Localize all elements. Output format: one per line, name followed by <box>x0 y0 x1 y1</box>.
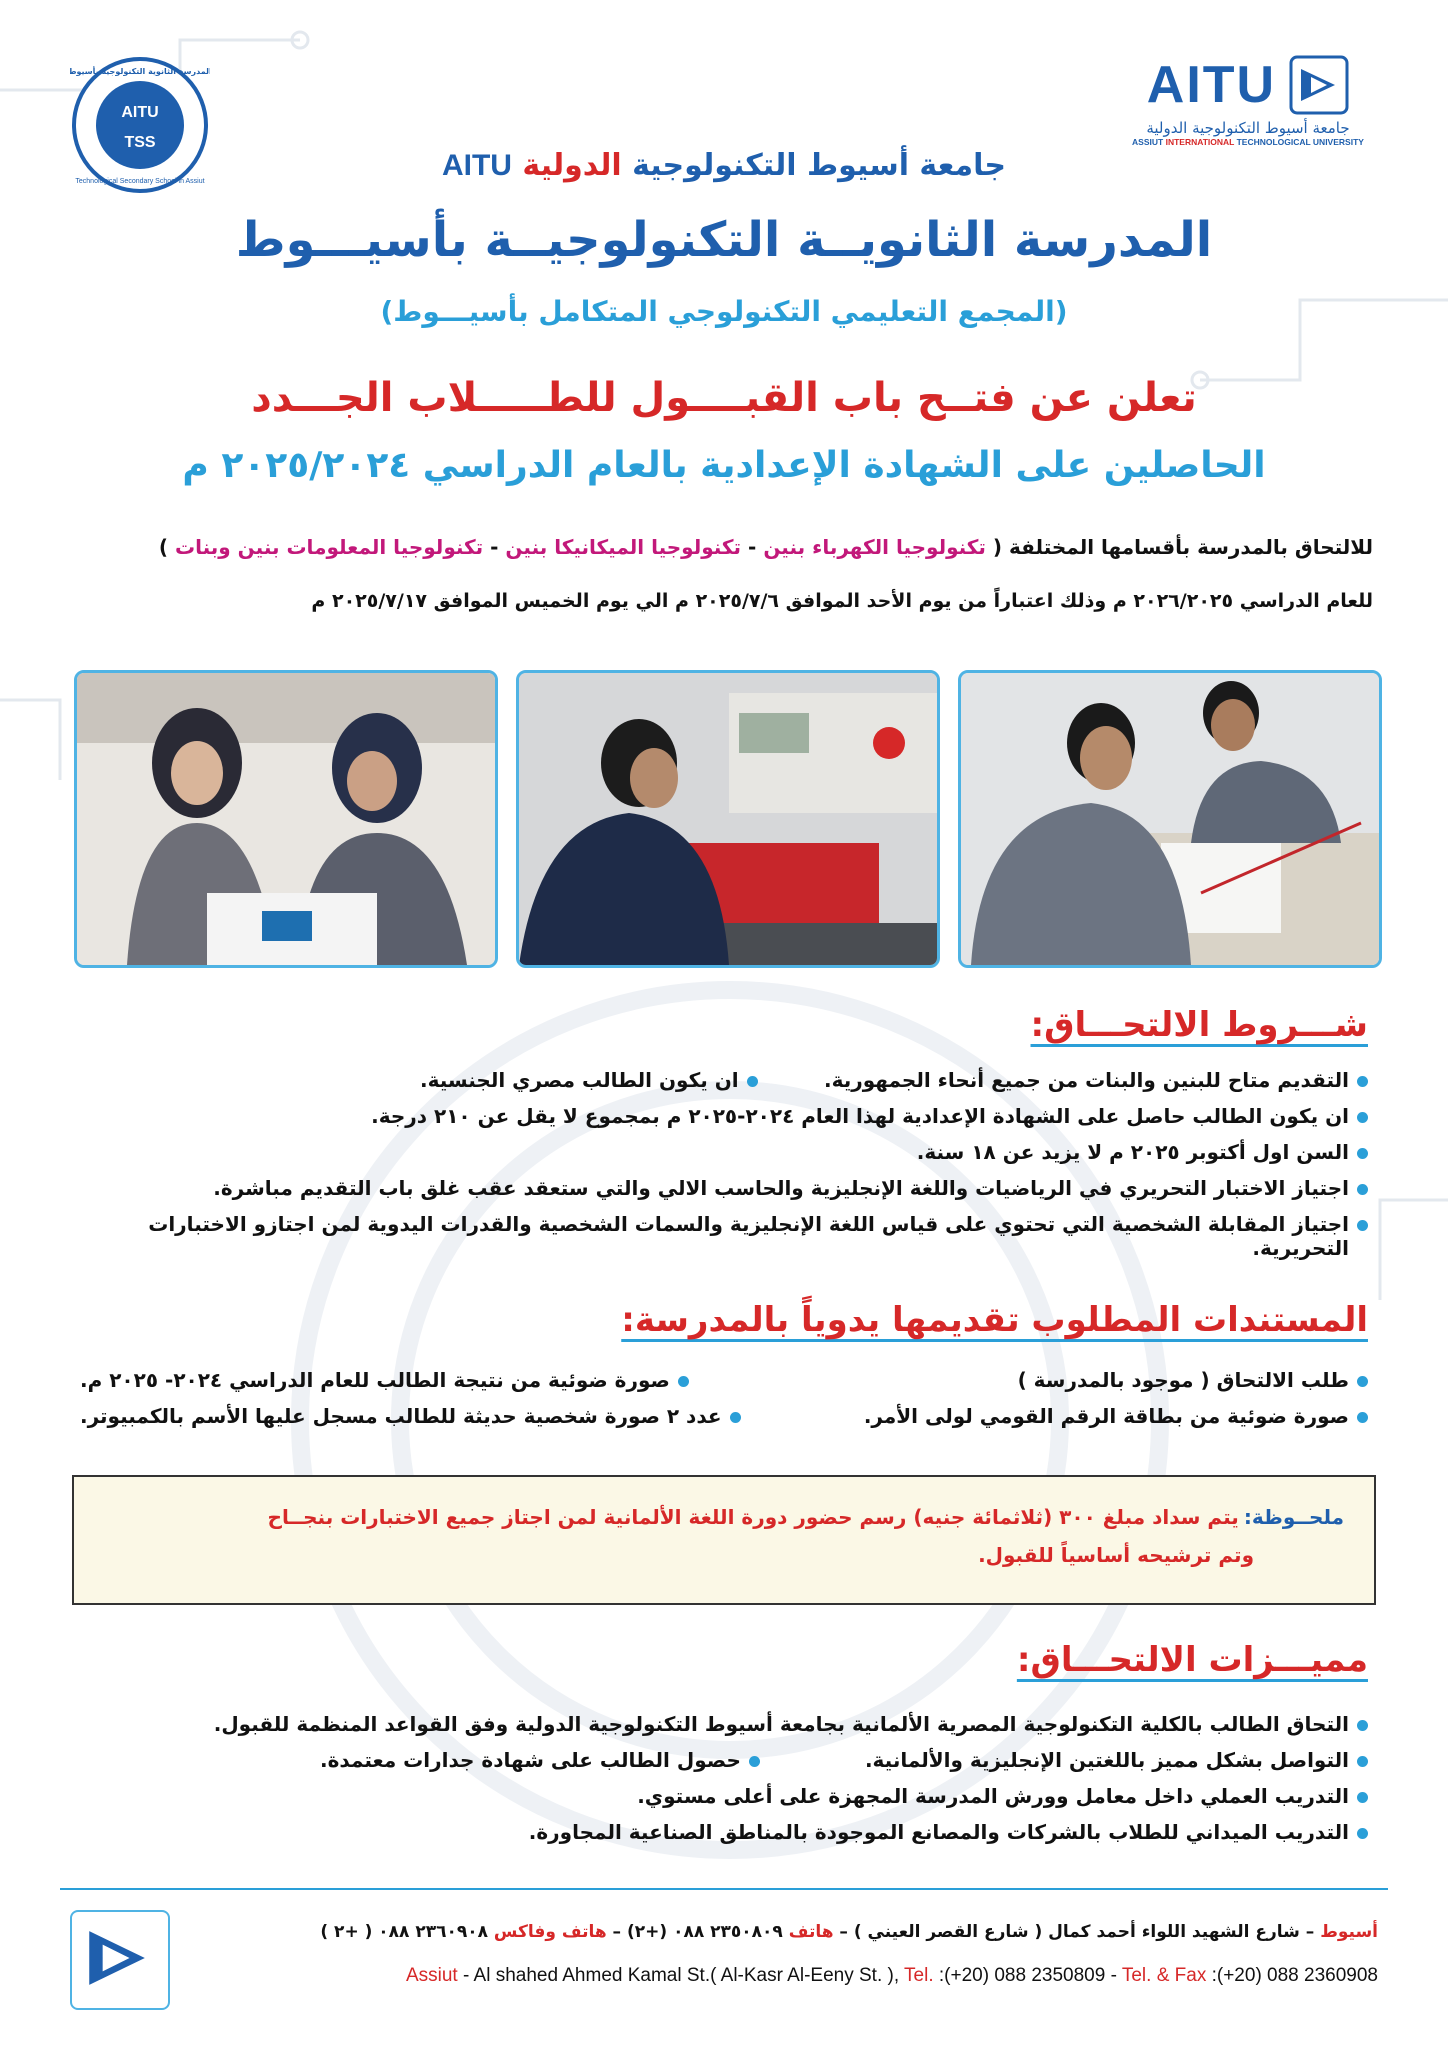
list-item: اجتياز الاختبار التحريري في الرياضيات واللغة الإنجليزية والحاسب الالي والتي ستعقد عقب غلق باب التقديم مباشرة. <box>80 1176 1368 1200</box>
photo-girls-electronics <box>74 670 498 968</box>
application-dates: للعام الدراسي ٢٠٢٦/٢٠٢٥ م وذلك اعتباراً من يوم الأحد الموافق ٢٠٢٥/٧/٦ م الي يوم الخميس الموافق ٢٠٢٥/٧/١٧ م <box>311 590 1373 612</box>
bullet-icon <box>1357 1376 1368 1387</box>
bullet-icon <box>1357 1112 1368 1123</box>
dept-it: تكنولوجيا المعلومات بنين وبنات <box>174 535 484 559</box>
list-item: حصول الطالب على شهادة جدارات معتمدة. <box>320 1748 760 1772</box>
advantages-list <box>80 1712 1368 1856</box>
list-item: ان يكون الطالب حاصل على الشهادة الإعدادية لهذا العام ٢٠٢٤-٢٠٢٥ م بمجموع لا يقل عن ٢١٠ درجة. <box>80 1104 1368 1128</box>
footer-emblem-icon <box>70 1910 170 2010</box>
list-item: صورة ضوئية من بطاقة الرقم القومي لولى الأمر. <box>828 1404 1368 1428</box>
bullet-icon <box>1357 1720 1368 1731</box>
list-item: ان يكون الطالب مصري الجنسية. <box>420 1068 758 1092</box>
seal-brand: AITU <box>121 104 159 121</box>
list-item: التواصل بشكل مميز باللغتين الإنجليزية والألمانية. <box>865 1748 1368 1772</box>
list-item: السن اول أكتوبر ٢٠٢٥ م لا يزيد عن ١٨ سنة. <box>80 1140 1368 1164</box>
complex-subtitle: (المجمع التعليمي التكنولوجي المتكامل بأسيـــوط) <box>380 295 1068 328</box>
footer-address-english: Assiut - Al shahed Ahmed Kamal St.( Al-Kasr Al-Eeny St. ), Tel. :(+20) 088 2350809 - Tel. & Fax :(+20) 088 2360908 <box>405 1965 1378 1986</box>
bullet-icon <box>1357 1220 1368 1231</box>
requirements-heading: شـــروط الالتحـــاق: <box>1030 1005 1368 1045</box>
list-item: التحاق الطالب بالكلية التكنولوجية المصرية الألمانية بجامعة أسيوط التكنولوجية الدولية وفق القواعد المنظمة للقبول. <box>80 1712 1368 1736</box>
bullet-icon <box>730 1412 741 1423</box>
note-box <box>72 1475 1376 1605</box>
list-item: اجتياز المقابلة الشخصية التي تحتوي على قياس اللغة الإنجليزية والسمات الشخصية والقدرات اليدوية لمن اجتازو الاختبارات التحريرية. <box>80 1212 1368 1260</box>
university-title: جامعة أسيوط التكنولوجية الدولية AITU <box>441 148 1007 183</box>
dept-electricity: تكنولوجيا الكهرباء بنين <box>763 535 986 559</box>
list-item: التدريب العملي داخل معامل وورش المدرسة المجهزة على أعلى مستوي. <box>80 1784 1368 1808</box>
requirements-list <box>80 1068 1368 1272</box>
seal-ring-english: Technological Secondary School in Assiut <box>75 178 205 185</box>
aitu-emblem-icon <box>1289 55 1349 115</box>
seal-ring-arabic: المدرسة الثانوية التكنولوجية بأسيوط <box>70 67 210 76</box>
dept-mechanics: تكنولوجيا الميكانيكا بنين <box>505 535 742 559</box>
univ-logo-word: AITU <box>1146 56 1277 114</box>
school-title: المدرسة الثانويــة التكنولوجيــة بأسيـــوط <box>235 212 1213 268</box>
footer-divider <box>60 1888 1388 1890</box>
list-item: التدريب الميداني للطلاب بالشركات والمصانع الموجودة بالمناطق الصناعية المجاورة. <box>80 1820 1368 1844</box>
bullet-icon <box>749 1756 760 1767</box>
note-text-2: وتم ترشيحه أساسياً للقبول. <box>978 1543 1254 1567</box>
bullet-icon <box>678 1376 689 1387</box>
list-item: التقديم متاح للبنين والبنات من جميع أنحاء الجمهورية. <box>824 1068 1368 1092</box>
bullet-icon <box>1357 1412 1368 1423</box>
note-text-1: يتم سداد مبلغ ٣٠٠ (ثلاثمائة جنيه) رسم حضور دورة اللغة الألمانية لمن اجتاز جميع الاختبارات بنجــاح <box>267 1505 1239 1529</box>
seal-code: TSS <box>124 134 156 151</box>
list-item: عدد ٢ صورة شخصية حديثة للطالب مسجل عليها الأسم بالكمبيوتر. <box>80 1404 741 1428</box>
bullet-icon <box>747 1076 758 1087</box>
departments-line: للالتحاق بالمدرسة بأقسامها المختلفة ( تكنولوجيا الكهرباء بنين - تكنولوجيا الميكانيكا بنين - تكنولوجيا المعلومات بنين وبنات ) <box>158 535 1373 559</box>
list-item: طلب الالتحاق ( موجود بالمدرسة ) <box>828 1368 1368 1392</box>
announcement-subtitle: الحاصلين على الشهادة الإعدادية بالعام الدراسي ٢٠٢٥/٢٠٢٤ م <box>182 445 1266 486</box>
bullet-icon <box>1357 1792 1368 1803</box>
documents-list <box>80 1368 1368 1440</box>
bullet-icon <box>1357 1148 1368 1159</box>
bullet-icon <box>1357 1184 1368 1195</box>
announcement-title: تعلن عن فتــح باب القبــــول للطـــــلاب الجـــدد <box>251 375 1197 421</box>
photo-lathe-workshop <box>516 670 940 968</box>
photo-boys-circuits <box>958 670 1382 968</box>
advantages-heading: مميـــزات الالتحـــاق: <box>1016 1640 1368 1680</box>
list-item: صورة ضوئية من نتيجة الطالب للعام الدراسي ٢٠٢٤- ٢٠٢٥ م. <box>80 1368 689 1392</box>
univ-logo-arabic-name: جامعة أسيوط التكنولوجية الدولية <box>1146 119 1350 137</box>
note-label: ملحــوظة: <box>1243 1505 1344 1529</box>
bullet-icon <box>1357 1828 1368 1839</box>
bullet-icon <box>1357 1076 1368 1087</box>
footer-address-arabic: أسيوط – شارع الشهيد اللواء أحمد كمال ( شارع القصر العيني ) – هاتف ٢٣٥٠٨٠٩ ٠٨٨ (+٢) – هاتف وفاكس ٢٣٦٠٩٠٨ ٠٨٨ ( +٢ ) <box>320 1922 1378 1942</box>
bullet-icon <box>1357 1756 1368 1767</box>
univ-logo-english-name: ASSIUT INTERNATIONAL TECHNOLOGICAL UNIVERSITY <box>1132 137 1364 147</box>
documents-heading: المستندات المطلوب تقديمها يدوياً بالمدرسة: <box>621 1300 1368 1340</box>
